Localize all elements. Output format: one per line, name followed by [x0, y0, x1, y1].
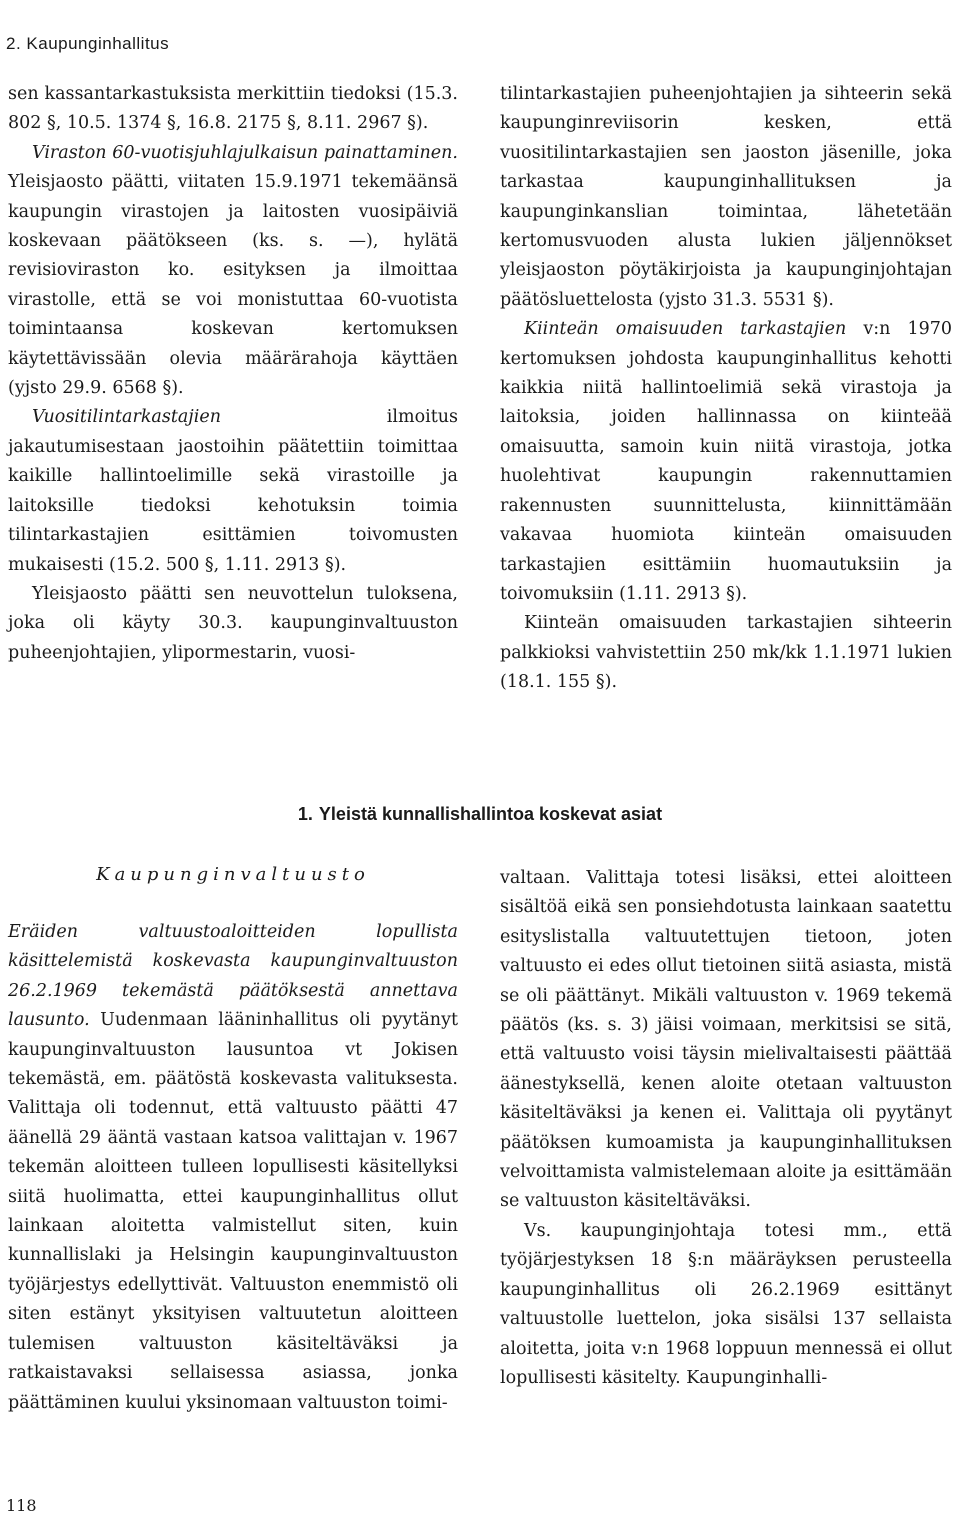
paragraph-text: v:n 1970 kertomuksen johdosta kaupunginhallitus kehotti kaikkia niitä hallintoelimiä sekä virastoja ja laitoksia, joiden hallinnassa on kiinteää omaisuutta, samoin kuin niitä virastoja, jotka huolehtivat kaupungin rakennuttamien rakennusten suunnittelusta, kiinnittämään vakavaa huomiota kiinteän omaisuuden tarkastajien esittämiin huomautuksiin ja toivomuksiin (1.11. 2913 §). — [500, 319, 952, 604]
paragraph-council-initiatives — [8, 918, 458, 1418]
council-heading: Kaupunginvaltuusto — [96, 864, 370, 885]
paragraph-audit-notes: sen kassantarkastuksista merkittiin tiedoksi (15.3. 802 §, 10.5. 1374 §, 16.8. 2175 §, 8.11. 2967 §). — [8, 84, 458, 134]
top-left-column — [8, 80, 458, 668]
paragraph-anniversary-publication — [8, 139, 458, 404]
italic-lead: Viraston 60-vuotisjuhlajulkaisun painattaminen. — [32, 142, 458, 163]
italic-lead: Vuositilintarkastajien — [32, 407, 221, 428]
section-number: 1. — [297, 804, 313, 824]
bottom-left-column — [8, 918, 458, 1418]
section-heading — [0, 804, 960, 825]
paragraph-appeal-continued: valtaan. Valittaja totesi lisäksi, ettei aloitteen sisältöä eikä sen ponsiehdotusta lainkaan saatettu esityslistalla valtuutettujen tietoon, joten valtuusto ei edes ollut tietoinen siitä asiasta, mistä se oli päättänyt. Mikäli valtuuston v. 1969 tekemä päätös (ks. s. 3) jäisi voimaan, merkitsisi se sitä, että valtuusto voisi täysin mielivaltaisesti päättää äänestyksellä, kenen aloite otetaan valtuuston käsiteltäväksi ja kenen ei. Valittaja oli pyytänyt päätöksen kumoamista ja kaupunginhallituksen velvoittamista valmistelemaan aloite ja esittämään se valtuuston käsiteltäväksi. — [500, 868, 952, 1212]
section-title: Yleistä kunnallishallintoa koskevat asiat — [318, 804, 663, 824]
paragraph-deputy-mayor: Vs. kaupunginjohtaja totesi mm., että työjärjestyksen 18 §:n määräyksen perusteella kaupunginhallitus oli 26.2.1969 esittänyt valtuustolle luettelon, joka sisälsi 137 sellaista aloitetta, joita v:n 1968 loppuun mennessä ei ollut lopullisesti käsitelty. Kaupunginhalli- — [500, 1220, 952, 1388]
paragraph-secretary-fee: Kiinteän omaisuuden tarkastajien sihteerin palkkioksi vahvistettiin 250 mk/kk 1.1.1971 lukien (18.1. 155 §). — [500, 613, 952, 693]
paragraph-auditors-continued: tilintarkastajien puheenjohtajien ja sihteerin sekä kaupunginreviisorin kesken, että vuositilintarkastajien sen jaoston jäsenille, joka tarkastaa kaupunginhallituksen ja kaupunginkanslian toimintaa, lähetetään kertomusvuoden alusta lukien jäljennökset yleisjaoston pöytäkirjoista ja kaupunginjohtajan päätösluettelosta (yjsto 31.3. 5531 §). — [500, 84, 952, 310]
top-right-column — [500, 80, 952, 698]
paragraph-text: Yleisjaosto päätti, viitaten 15.9.1971 tekemäänsä kaupungin virastojen ja laitosten vuosipäiviä koskevaan päätökseen (ks. s. —), hylätä revisioviraston ko. esityksen ja ilmoittaa virastolle, että se voi monistuttaa 60-vuotista toimintaansa koskevan kertomuksen käytettävissään olevia määrärahoja käyttäen (yjsto 29.9. 6568 §). — [8, 172, 458, 399]
paragraph-real-estate-auditors — [500, 315, 952, 609]
page-number: 118 — [6, 1496, 37, 1515]
running-header: 2. Kaupunginhallitus — [6, 34, 170, 53]
italic-lead: Kiinteän omaisuuden tarkastajien — [524, 319, 847, 340]
paragraph-annual-auditors — [8, 403, 458, 579]
paragraph-text: ilmoitus jakautumisestaan jaostoihin päätettiin toimittaa kaikille hallintoelimille sekä virastoille ja laitoksille tiedoksi kehotuksin toimia tilintarkastajien esittämien toivomusten mukaisesti (15.2. 500 §, 1.11. 2913 §). — [8, 407, 458, 575]
italic-lead: Eräiden valtuustoaloitteiden lopullista käsittelemistä koskevasta kaupunginvaltuuston 26.2.1969 tekemästä päätöksestä annettava lausunto. — [8, 922, 458, 1031]
bottom-right-column — [500, 864, 952, 1393]
paragraph-negotiation: Yleisjaosto päätti sen neuvottelun tuloksena, joka oli käyty 30.3. kaupunginvaltuuston puheenjohtajien, ylipormestarin, vuosi- — [8, 583, 458, 663]
paragraph-text: Uudenmaan lääninhallitus oli pyytänyt kaupunginvaltuuston lausuntoa vt Jokisen tekemästä, em. päätöstä koskevasta valituksesta. Valittaja oli todennut, että valtuusto päätti 47 äänellä 29 ääntä vastaan katsoa valittajan v. 1967 tekemän aloitteen tulleen lopullisesti käsitellyksi siitä huolimatta, ettei kaupunginhallitus ollut lainkaan aloitetta valmistellut siten, kuin kunnallislaki ja Helsingin kaupunginvaltuuston työjärjestys edellyttivät. Valtuuston enemmistö oli siten estänyt yksityisen valtuutetun aloitteen tulemisen valtuuston käsiteltäväksi ja ratkaistavaksi sellaisessa asiassa, jonka päättäminen kuului yksinomaan valtuuston toimi- — [8, 1010, 458, 1413]
